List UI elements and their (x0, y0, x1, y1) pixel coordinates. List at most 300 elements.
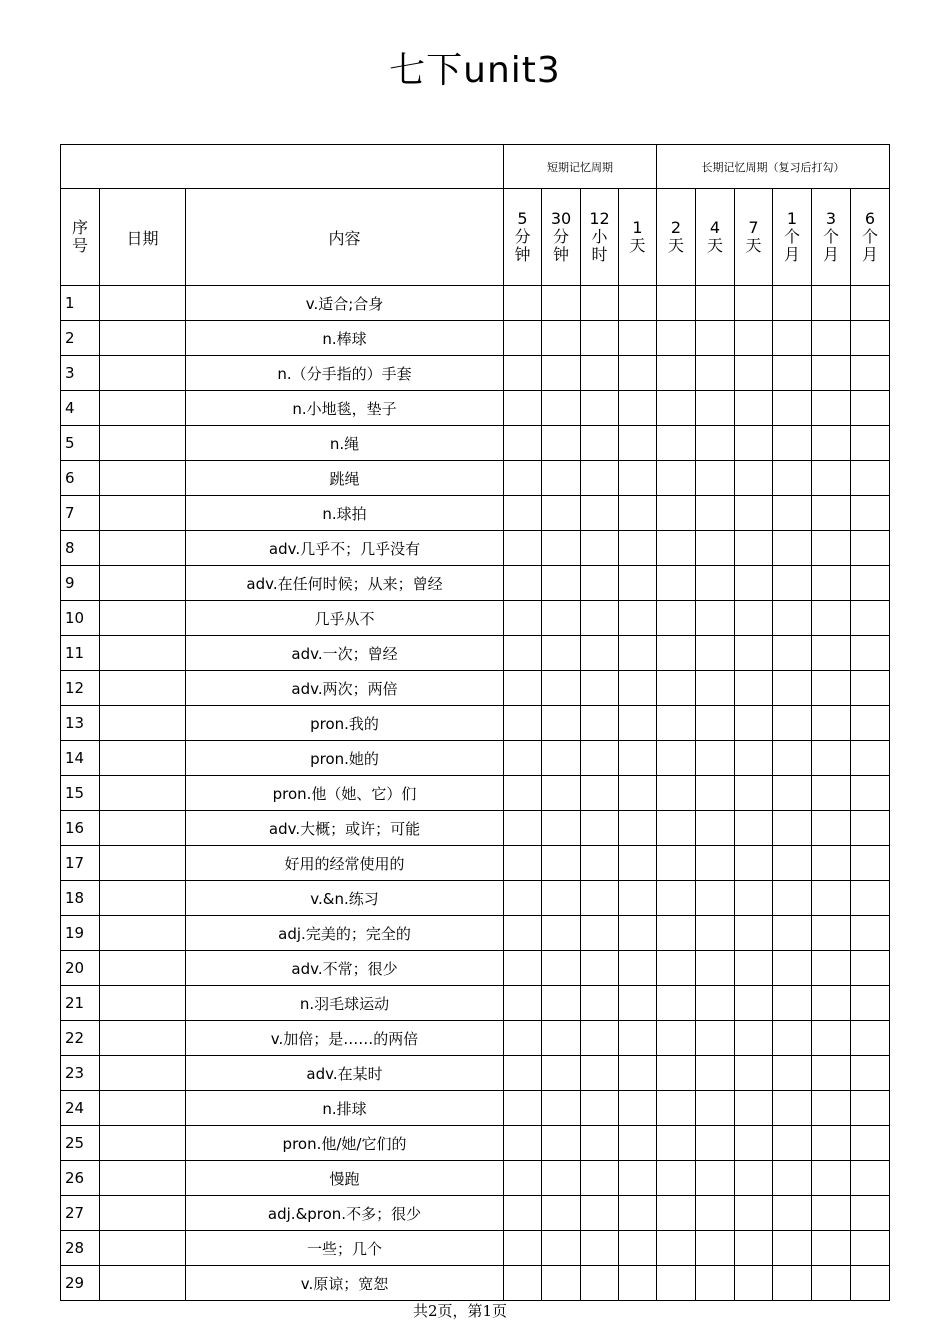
review-checkbox-cell[interactable] (851, 811, 890, 846)
review-checkbox-cell[interactable] (773, 496, 812, 531)
review-checkbox-cell[interactable] (542, 1091, 581, 1126)
review-checkbox-cell[interactable] (773, 1266, 812, 1301)
review-checkbox-cell[interactable] (542, 1021, 581, 1056)
date-cell[interactable] (100, 1091, 186, 1126)
review-checkbox-cell[interactable] (812, 1091, 851, 1126)
review-checkbox-cell[interactable] (542, 706, 581, 741)
review-checkbox-cell[interactable] (504, 1231, 542, 1266)
review-checkbox-cell[interactable] (581, 1091, 619, 1126)
review-checkbox-cell[interactable] (696, 671, 735, 706)
review-checkbox-cell[interactable] (619, 1196, 657, 1231)
review-checkbox-cell[interactable] (581, 1231, 619, 1266)
review-checkbox-cell[interactable] (735, 1056, 773, 1091)
review-checkbox-cell[interactable] (581, 636, 619, 671)
date-cell[interactable] (100, 286, 186, 321)
date-cell[interactable] (100, 986, 186, 1021)
review-checkbox-cell[interactable] (851, 566, 890, 601)
review-checkbox-cell[interactable] (696, 496, 735, 531)
review-checkbox-cell[interactable] (542, 986, 581, 1021)
date-cell[interactable] (100, 321, 186, 356)
review-checkbox-cell[interactable] (581, 986, 619, 1021)
review-checkbox-cell[interactable] (657, 776, 696, 811)
review-checkbox-cell[interactable] (581, 426, 619, 461)
review-checkbox-cell[interactable] (542, 461, 581, 496)
review-checkbox-cell[interactable] (581, 776, 619, 811)
review-checkbox-cell[interactable] (504, 846, 542, 881)
review-checkbox-cell[interactable] (735, 1266, 773, 1301)
review-checkbox-cell[interactable] (504, 776, 542, 811)
review-checkbox-cell[interactable] (851, 426, 890, 461)
review-checkbox-cell[interactable] (851, 706, 890, 741)
review-checkbox-cell[interactable] (773, 601, 812, 636)
review-checkbox-cell[interactable] (619, 1056, 657, 1091)
review-checkbox-cell[interactable] (657, 741, 696, 776)
review-checkbox-cell[interactable] (504, 881, 542, 916)
review-checkbox-cell[interactable] (735, 706, 773, 741)
date-cell[interactable] (100, 671, 186, 706)
review-checkbox-cell[interactable] (851, 776, 890, 811)
review-checkbox-cell[interactable] (773, 951, 812, 986)
date-cell[interactable] (100, 391, 186, 426)
review-checkbox-cell[interactable] (619, 461, 657, 496)
review-checkbox-cell[interactable] (773, 986, 812, 1021)
review-checkbox-cell[interactable] (851, 846, 890, 881)
review-checkbox-cell[interactable] (696, 356, 735, 391)
review-checkbox-cell[interactable] (581, 951, 619, 986)
review-checkbox-cell[interactable] (657, 391, 696, 426)
review-checkbox-cell[interactable] (542, 811, 581, 846)
review-checkbox-cell[interactable] (812, 1021, 851, 1056)
review-checkbox-cell[interactable] (581, 1161, 619, 1196)
review-checkbox-cell[interactable] (851, 1161, 890, 1196)
review-checkbox-cell[interactable] (504, 1091, 542, 1126)
review-checkbox-cell[interactable] (735, 1231, 773, 1266)
review-checkbox-cell[interactable] (542, 286, 581, 321)
review-checkbox-cell[interactable] (657, 1231, 696, 1266)
review-checkbox-cell[interactable] (619, 706, 657, 741)
review-checkbox-cell[interactable] (696, 706, 735, 741)
review-checkbox-cell[interactable] (851, 496, 890, 531)
review-checkbox-cell[interactable] (773, 391, 812, 426)
review-checkbox-cell[interactable] (581, 601, 619, 636)
review-checkbox-cell[interactable] (504, 496, 542, 531)
date-cell[interactable] (100, 496, 186, 531)
date-cell[interactable] (100, 636, 186, 671)
review-checkbox-cell[interactable] (773, 1196, 812, 1231)
review-checkbox-cell[interactable] (735, 916, 773, 951)
review-checkbox-cell[interactable] (619, 496, 657, 531)
review-checkbox-cell[interactable] (542, 496, 581, 531)
review-checkbox-cell[interactable] (657, 1266, 696, 1301)
review-checkbox-cell[interactable] (696, 776, 735, 811)
date-cell[interactable] (100, 566, 186, 601)
review-checkbox-cell[interactable] (619, 881, 657, 916)
review-checkbox-cell[interactable] (812, 601, 851, 636)
review-checkbox-cell[interactable] (619, 741, 657, 776)
review-checkbox-cell[interactable] (581, 811, 619, 846)
review-checkbox-cell[interactable] (657, 811, 696, 846)
review-checkbox-cell[interactable] (619, 916, 657, 951)
date-cell[interactable] (100, 1056, 186, 1091)
review-checkbox-cell[interactable] (812, 286, 851, 321)
review-checkbox-cell[interactable] (581, 321, 619, 356)
review-checkbox-cell[interactable] (619, 531, 657, 566)
review-checkbox-cell[interactable] (812, 1266, 851, 1301)
review-checkbox-cell[interactable] (851, 286, 890, 321)
review-checkbox-cell[interactable] (504, 986, 542, 1021)
review-checkbox-cell[interactable] (812, 356, 851, 391)
review-checkbox-cell[interactable] (696, 811, 735, 846)
review-checkbox-cell[interactable] (504, 601, 542, 636)
review-checkbox-cell[interactable] (735, 1021, 773, 1056)
review-checkbox-cell[interactable] (773, 881, 812, 916)
review-checkbox-cell[interactable] (581, 741, 619, 776)
review-checkbox-cell[interactable] (657, 706, 696, 741)
review-checkbox-cell[interactable] (696, 741, 735, 776)
review-checkbox-cell[interactable] (581, 706, 619, 741)
review-checkbox-cell[interactable] (619, 566, 657, 601)
review-checkbox-cell[interactable] (851, 1056, 890, 1091)
review-checkbox-cell[interactable] (735, 636, 773, 671)
review-checkbox-cell[interactable] (619, 1231, 657, 1266)
review-checkbox-cell[interactable] (735, 1091, 773, 1126)
review-checkbox-cell[interactable] (657, 531, 696, 566)
review-checkbox-cell[interactable] (581, 356, 619, 391)
review-checkbox-cell[interactable] (504, 321, 542, 356)
review-checkbox-cell[interactable] (851, 356, 890, 391)
review-checkbox-cell[interactable] (735, 881, 773, 916)
review-checkbox-cell[interactable] (542, 636, 581, 671)
review-checkbox-cell[interactable] (851, 986, 890, 1021)
review-checkbox-cell[interactable] (504, 1196, 542, 1231)
review-checkbox-cell[interactable] (504, 706, 542, 741)
review-checkbox-cell[interactable] (619, 356, 657, 391)
review-checkbox-cell[interactable] (773, 636, 812, 671)
review-checkbox-cell[interactable] (851, 636, 890, 671)
review-checkbox-cell[interactable] (504, 1056, 542, 1091)
review-checkbox-cell[interactable] (542, 531, 581, 566)
date-cell[interactable] (100, 1021, 186, 1056)
review-checkbox-cell[interactable] (773, 1056, 812, 1091)
date-cell[interactable] (100, 741, 186, 776)
review-checkbox-cell[interactable] (773, 916, 812, 951)
review-checkbox-cell[interactable] (812, 951, 851, 986)
date-cell[interactable] (100, 531, 186, 566)
review-checkbox-cell[interactable] (581, 1021, 619, 1056)
review-checkbox-cell[interactable] (851, 916, 890, 951)
review-checkbox-cell[interactable] (657, 846, 696, 881)
date-cell[interactable] (100, 706, 186, 741)
review-checkbox-cell[interactable] (812, 916, 851, 951)
review-checkbox-cell[interactable] (851, 951, 890, 986)
review-checkbox-cell[interactable] (504, 671, 542, 706)
review-checkbox-cell[interactable] (735, 426, 773, 461)
review-checkbox-cell[interactable] (696, 1126, 735, 1161)
review-checkbox-cell[interactable] (773, 461, 812, 496)
review-checkbox-cell[interactable] (735, 461, 773, 496)
review-checkbox-cell[interactable] (773, 321, 812, 356)
review-checkbox-cell[interactable] (504, 1266, 542, 1301)
review-checkbox-cell[interactable] (657, 1091, 696, 1126)
review-checkbox-cell[interactable] (735, 846, 773, 881)
review-checkbox-cell[interactable] (735, 286, 773, 321)
review-checkbox-cell[interactable] (696, 286, 735, 321)
review-checkbox-cell[interactable] (851, 601, 890, 636)
review-checkbox-cell[interactable] (657, 1161, 696, 1196)
review-checkbox-cell[interactable] (851, 1126, 890, 1161)
review-checkbox-cell[interactable] (657, 286, 696, 321)
review-checkbox-cell[interactable] (812, 811, 851, 846)
review-checkbox-cell[interactable] (542, 741, 581, 776)
review-checkbox-cell[interactable] (773, 1091, 812, 1126)
review-checkbox-cell[interactable] (504, 426, 542, 461)
review-checkbox-cell[interactable] (773, 671, 812, 706)
review-checkbox-cell[interactable] (581, 461, 619, 496)
review-checkbox-cell[interactable] (619, 426, 657, 461)
review-checkbox-cell[interactable] (851, 1231, 890, 1266)
review-checkbox-cell[interactable] (657, 356, 696, 391)
review-checkbox-cell[interactable] (581, 671, 619, 706)
review-checkbox-cell[interactable] (657, 321, 696, 356)
review-checkbox-cell[interactable] (504, 741, 542, 776)
review-checkbox-cell[interactable] (581, 566, 619, 601)
review-checkbox-cell[interactable] (504, 531, 542, 566)
date-cell[interactable] (100, 881, 186, 916)
review-checkbox-cell[interactable] (542, 391, 581, 426)
review-checkbox-cell[interactable] (851, 1091, 890, 1126)
review-checkbox-cell[interactable] (851, 1021, 890, 1056)
review-checkbox-cell[interactable] (812, 321, 851, 356)
review-checkbox-cell[interactable] (657, 426, 696, 461)
review-checkbox-cell[interactable] (619, 1161, 657, 1196)
review-checkbox-cell[interactable] (735, 811, 773, 846)
review-checkbox-cell[interactable] (542, 951, 581, 986)
review-checkbox-cell[interactable] (735, 496, 773, 531)
review-checkbox-cell[interactable] (504, 636, 542, 671)
review-checkbox-cell[interactable] (851, 461, 890, 496)
review-checkbox-cell[interactable] (812, 986, 851, 1021)
review-checkbox-cell[interactable] (773, 1231, 812, 1266)
review-checkbox-cell[interactable] (696, 846, 735, 881)
review-checkbox-cell[interactable] (504, 461, 542, 496)
review-checkbox-cell[interactable] (735, 776, 773, 811)
review-checkbox-cell[interactable] (619, 986, 657, 1021)
review-checkbox-cell[interactable] (619, 601, 657, 636)
review-checkbox-cell[interactable] (696, 636, 735, 671)
review-checkbox-cell[interactable] (735, 601, 773, 636)
review-checkbox-cell[interactable] (581, 1126, 619, 1161)
date-cell[interactable] (100, 776, 186, 811)
date-cell[interactable] (100, 461, 186, 496)
review-checkbox-cell[interactable] (735, 1196, 773, 1231)
review-checkbox-cell[interactable] (812, 1196, 851, 1231)
review-checkbox-cell[interactable] (696, 1266, 735, 1301)
review-checkbox-cell[interactable] (504, 1126, 542, 1161)
date-cell[interactable] (100, 916, 186, 951)
review-checkbox-cell[interactable] (773, 846, 812, 881)
date-cell[interactable] (100, 356, 186, 391)
review-checkbox-cell[interactable] (542, 426, 581, 461)
review-checkbox-cell[interactable] (696, 566, 735, 601)
review-checkbox-cell[interactable] (657, 636, 696, 671)
review-checkbox-cell[interactable] (657, 496, 696, 531)
review-checkbox-cell[interactable] (735, 531, 773, 566)
review-checkbox-cell[interactable] (696, 1021, 735, 1056)
review-checkbox-cell[interactable] (504, 286, 542, 321)
review-checkbox-cell[interactable] (696, 1231, 735, 1266)
review-checkbox-cell[interactable] (657, 671, 696, 706)
review-checkbox-cell[interactable] (812, 461, 851, 496)
review-checkbox-cell[interactable] (696, 1056, 735, 1091)
review-checkbox-cell[interactable] (581, 846, 619, 881)
review-checkbox-cell[interactable] (851, 881, 890, 916)
review-checkbox-cell[interactable] (812, 531, 851, 566)
review-checkbox-cell[interactable] (812, 1231, 851, 1266)
date-cell[interactable] (100, 601, 186, 636)
review-checkbox-cell[interactable] (657, 1196, 696, 1231)
review-checkbox-cell[interactable] (542, 846, 581, 881)
review-checkbox-cell[interactable] (657, 916, 696, 951)
review-checkbox-cell[interactable] (657, 1126, 696, 1161)
review-checkbox-cell[interactable] (812, 391, 851, 426)
review-checkbox-cell[interactable] (619, 671, 657, 706)
review-checkbox-cell[interactable] (735, 986, 773, 1021)
review-checkbox-cell[interactable] (696, 426, 735, 461)
review-checkbox-cell[interactable] (542, 881, 581, 916)
review-checkbox-cell[interactable] (619, 286, 657, 321)
review-checkbox-cell[interactable] (812, 1126, 851, 1161)
review-checkbox-cell[interactable] (696, 916, 735, 951)
date-cell[interactable] (100, 1231, 186, 1266)
review-checkbox-cell[interactable] (696, 986, 735, 1021)
review-checkbox-cell[interactable] (504, 1021, 542, 1056)
review-checkbox-cell[interactable] (812, 846, 851, 881)
review-checkbox-cell[interactable] (773, 741, 812, 776)
review-checkbox-cell[interactable] (735, 951, 773, 986)
review-checkbox-cell[interactable] (581, 496, 619, 531)
review-checkbox-cell[interactable] (735, 321, 773, 356)
review-checkbox-cell[interactable] (542, 776, 581, 811)
review-checkbox-cell[interactable] (812, 1161, 851, 1196)
date-cell[interactable] (100, 1126, 186, 1161)
review-checkbox-cell[interactable] (504, 811, 542, 846)
review-checkbox-cell[interactable] (851, 321, 890, 356)
review-checkbox-cell[interactable] (696, 601, 735, 636)
review-checkbox-cell[interactable] (735, 391, 773, 426)
review-checkbox-cell[interactable] (773, 426, 812, 461)
review-checkbox-cell[interactable] (812, 776, 851, 811)
review-checkbox-cell[interactable] (504, 566, 542, 601)
review-checkbox-cell[interactable] (696, 881, 735, 916)
review-checkbox-cell[interactable] (619, 846, 657, 881)
review-checkbox-cell[interactable] (542, 1266, 581, 1301)
review-checkbox-cell[interactable] (619, 321, 657, 356)
review-checkbox-cell[interactable] (619, 391, 657, 426)
review-checkbox-cell[interactable] (812, 671, 851, 706)
review-checkbox-cell[interactable] (812, 566, 851, 601)
review-checkbox-cell[interactable] (542, 1056, 581, 1091)
review-checkbox-cell[interactable] (851, 531, 890, 566)
review-checkbox-cell[interactable] (773, 811, 812, 846)
review-checkbox-cell[interactable] (657, 1056, 696, 1091)
review-checkbox-cell[interactable] (812, 706, 851, 741)
review-checkbox-cell[interactable] (773, 1161, 812, 1196)
review-checkbox-cell[interactable] (696, 321, 735, 356)
review-checkbox-cell[interactable] (619, 951, 657, 986)
review-checkbox-cell[interactable] (504, 391, 542, 426)
review-checkbox-cell[interactable] (696, 391, 735, 426)
review-checkbox-cell[interactable] (773, 531, 812, 566)
review-checkbox-cell[interactable] (542, 1126, 581, 1161)
review-checkbox-cell[interactable] (581, 1266, 619, 1301)
review-checkbox-cell[interactable] (504, 951, 542, 986)
review-checkbox-cell[interactable] (581, 1056, 619, 1091)
review-checkbox-cell[interactable] (696, 1091, 735, 1126)
review-checkbox-cell[interactable] (542, 916, 581, 951)
review-checkbox-cell[interactable] (735, 1126, 773, 1161)
date-cell[interactable] (100, 846, 186, 881)
review-checkbox-cell[interactable] (657, 951, 696, 986)
date-cell[interactable] (100, 1196, 186, 1231)
review-checkbox-cell[interactable] (581, 286, 619, 321)
review-checkbox-cell[interactable] (773, 1021, 812, 1056)
review-checkbox-cell[interactable] (851, 1196, 890, 1231)
review-checkbox-cell[interactable] (657, 461, 696, 496)
review-checkbox-cell[interactable] (851, 741, 890, 776)
review-checkbox-cell[interactable] (542, 1196, 581, 1231)
review-checkbox-cell[interactable] (735, 566, 773, 601)
review-checkbox-cell[interactable] (542, 566, 581, 601)
date-cell[interactable] (100, 426, 186, 461)
review-checkbox-cell[interactable] (657, 1021, 696, 1056)
review-checkbox-cell[interactable] (812, 1056, 851, 1091)
review-checkbox-cell[interactable] (657, 601, 696, 636)
review-checkbox-cell[interactable] (619, 1091, 657, 1126)
review-checkbox-cell[interactable] (773, 356, 812, 391)
review-checkbox-cell[interactable] (735, 1161, 773, 1196)
review-checkbox-cell[interactable] (851, 1266, 890, 1301)
review-checkbox-cell[interactable] (657, 986, 696, 1021)
review-checkbox-cell[interactable] (696, 1196, 735, 1231)
review-checkbox-cell[interactable] (619, 811, 657, 846)
review-checkbox-cell[interactable] (619, 1126, 657, 1161)
review-checkbox-cell[interactable] (619, 776, 657, 811)
review-checkbox-cell[interactable] (542, 1161, 581, 1196)
review-checkbox-cell[interactable] (851, 671, 890, 706)
date-cell[interactable] (100, 1161, 186, 1196)
review-checkbox-cell[interactable] (735, 356, 773, 391)
date-cell[interactable] (100, 811, 186, 846)
review-checkbox-cell[interactable] (812, 881, 851, 916)
review-checkbox-cell[interactable] (504, 1161, 542, 1196)
review-checkbox-cell[interactable] (657, 566, 696, 601)
review-checkbox-cell[interactable] (696, 531, 735, 566)
review-checkbox-cell[interactable] (812, 496, 851, 531)
review-checkbox-cell[interactable] (581, 881, 619, 916)
review-checkbox-cell[interactable] (542, 356, 581, 391)
review-checkbox-cell[interactable] (657, 881, 696, 916)
review-checkbox-cell[interactable] (812, 741, 851, 776)
review-checkbox-cell[interactable] (812, 426, 851, 461)
review-checkbox-cell[interactable] (696, 951, 735, 986)
review-checkbox-cell[interactable] (542, 671, 581, 706)
review-checkbox-cell[interactable] (696, 461, 735, 496)
review-checkbox-cell[interactable] (696, 1161, 735, 1196)
review-checkbox-cell[interactable] (735, 741, 773, 776)
date-cell[interactable] (100, 951, 186, 986)
review-checkbox-cell[interactable] (619, 636, 657, 671)
review-checkbox-cell[interactable] (773, 286, 812, 321)
